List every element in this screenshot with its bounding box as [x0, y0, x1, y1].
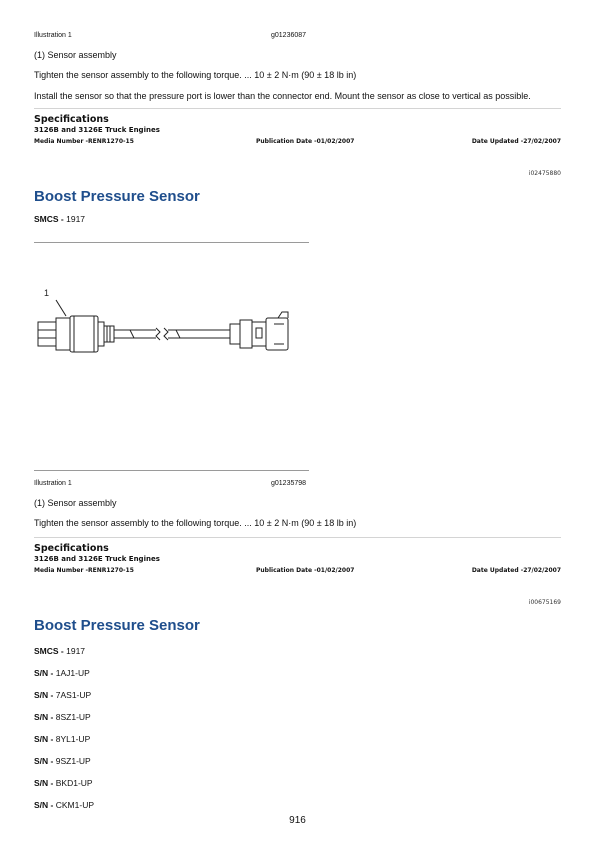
callout-number: 1	[44, 288, 50, 298]
sensor-assembly-illustration	[30, 284, 310, 364]
serial-item	[34, 734, 90, 744]
sn-label: S/N -	[34, 756, 54, 766]
sensor-port	[38, 322, 56, 346]
divider	[34, 108, 561, 109]
sensor-collar	[98, 322, 104, 346]
illustration-id: g01235798	[271, 480, 307, 487]
illustration-bottom-rule	[34, 470, 309, 471]
callout-text: (1) Sensor assembly	[34, 498, 117, 508]
serial-value: 8SZ1-UP	[55, 712, 91, 722]
sensor-hex	[56, 318, 70, 350]
connector-housing	[266, 318, 288, 350]
callout-leader	[56, 300, 66, 316]
smcs-line	[34, 646, 85, 656]
serial-item	[34, 668, 90, 678]
divider	[34, 537, 561, 538]
torque-spec: Tighten the sensor assembly to the following torque. ... 10 ± 2 N·m (90 ± 18 lb in)	[34, 518, 357, 528]
sn-label: S/N -	[34, 734, 54, 744]
illustration-label: Illustration 1	[34, 32, 72, 39]
sn-label: S/N -	[34, 690, 54, 700]
date-updated: Date Updated -27/02/2007	[471, 138, 561, 145]
smcs-value: 1917	[66, 214, 86, 224]
torque-spec: Tighten the sensor assembly to the following torque. ... 10 ± 2 N·m (90 ± 18 lb in)	[34, 70, 357, 80]
serial-value: CKM1-UP	[55, 800, 95, 810]
section-heading: Boost Pressure Sensor	[34, 617, 200, 634]
install-note: Install the sensor so that the pressure port is lower than the connector end. Mount the sensor as close to vertical as possible.	[34, 91, 531, 101]
serial-item	[34, 712, 91, 722]
serial-item	[34, 690, 91, 700]
serial-value: 1AJ1-UP	[55, 668, 90, 678]
document-id: i02475880	[528, 170, 561, 177]
publication-date: Publication Date -01/02/2007	[256, 567, 355, 574]
sn-label: S/N -	[34, 668, 54, 678]
serial-value: 8YL1-UP	[55, 734, 91, 744]
media-number: Media Number -RENR1270-15	[34, 567, 134, 574]
media-number: Media Number -RENR1270-15	[34, 138, 134, 145]
sn-label: S/N -	[34, 778, 54, 788]
serial-item	[34, 800, 94, 810]
spec-subtitle: 3126B and 3126E Truck Engines	[34, 555, 160, 563]
document-id: i00675169	[528, 599, 561, 606]
serial-item	[34, 778, 93, 788]
sn-label: S/N -	[34, 712, 54, 722]
date-updated: Date Updated -27/02/2007	[471, 567, 561, 574]
publication-date: Publication Date -01/02/2007	[256, 138, 355, 145]
spec-title: Specifications	[34, 543, 109, 554]
smcs-line	[34, 214, 85, 224]
illustration-label: Illustration 1	[34, 480, 72, 487]
serial-value: 9SZ1-UP	[55, 756, 91, 766]
serial-value: BKD1-UP	[55, 778, 93, 788]
illustration-top-rule	[34, 242, 309, 243]
serial-item	[34, 756, 91, 766]
connector-boot	[230, 324, 240, 344]
smcs-value: 1917	[66, 646, 86, 656]
smcs-label: SMCS -	[34, 214, 64, 224]
spec-subtitle: 3126B and 3126E Truck Engines	[34, 126, 160, 134]
page-number: 916	[289, 815, 306, 826]
serial-value: 7AS1-UP	[55, 690, 92, 700]
smcs-label: SMCS -	[34, 646, 64, 656]
spec-title: Specifications	[34, 114, 109, 125]
sn-label: S/N -	[34, 800, 54, 810]
section-heading: Boost Pressure Sensor	[34, 188, 200, 205]
callout-text: (1) Sensor assembly	[34, 50, 117, 60]
illustration-id: g01236087	[271, 32, 307, 39]
